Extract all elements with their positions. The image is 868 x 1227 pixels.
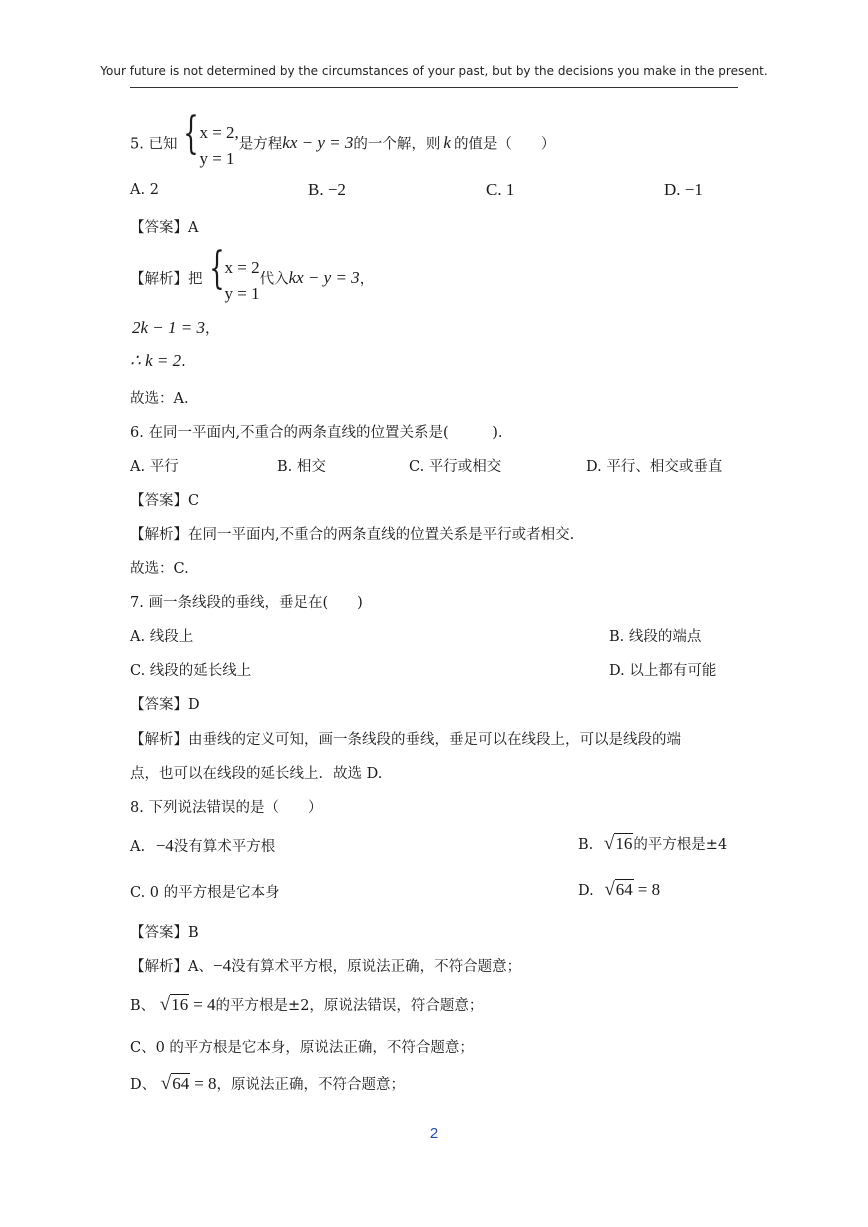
q7-option-d: D. 以上都有可能 — [609, 663, 717, 679]
q5-analysis-sys-line1: x = 2 — [224, 258, 260, 277]
q6-option-d: D. 平行、相交或垂直 — [586, 459, 723, 475]
q7-analysis-line1: 【解析】由垂线的定义可知，画一条线段的垂线，垂足可以在线段上，可以是线段的端 — [130, 732, 681, 748]
q5-analysis-system: { x = 2 y = 1 — [203, 249, 260, 307]
q8-option-d-sqrt — [604, 879, 633, 901]
q8-stem: 8. 下列说法错误的是（ ） — [130, 800, 323, 816]
q8-option-b-radicand: 16 — [615, 834, 633, 853]
q5-tail-b: 的值是（ ） — [453, 136, 556, 153]
header-motto: Your future is not determined by the circumstances of your past, but by the decisions you make in the present. — [100, 64, 768, 78]
q5-option-d: D. −1 — [664, 180, 703, 199]
q5-analysis-mid: 代入 — [259, 271, 289, 288]
q5-step1-end: ， — [205, 321, 220, 337]
q5-option-a: A. 2 — [130, 182, 159, 198]
q5-option-b: B. −2 — [308, 180, 346, 199]
q5-analysis-eq: kx − y = 3 — [288, 268, 360, 287]
q5-step1 — [132, 317, 220, 338]
q5-step2 — [130, 351, 186, 371]
q8-option-c: C. 0 的平方根是它本身 — [130, 885, 280, 901]
q8-analysis-b-sqrt — [160, 994, 189, 1016]
q5-sys-line1: x = 2, — [199, 123, 239, 142]
q6-option-c: C. 平行或相交 — [409, 459, 502, 475]
q6-option-a: A. 平行 — [130, 459, 179, 475]
q8-analysis-d — [130, 1073, 405, 1095]
q5-sys-line2: y = 1 — [199, 149, 235, 168]
q8-analysis-d-radicand: 64 — [172, 1074, 190, 1093]
q8-option-b — [578, 833, 727, 855]
q8-analysis-c: C、0 的平方根是它本身，原说法正确，不符合题意； — [130, 1040, 474, 1056]
q8-analysis-b-eq: = 4 — [193, 995, 216, 1014]
q8-analysis-d-sqrt — [161, 1073, 190, 1095]
q7-stem: 7. 画一条线段的垂线，垂足在( ) — [130, 595, 363, 611]
q8-analysis-d-text: ，原说法正确，不符合题意； — [216, 1077, 406, 1093]
radical-icon: √ — [604, 879, 615, 900]
q8-analysis-d-lead: D、 — [130, 1077, 157, 1093]
q8-option-b-lead: B. — [578, 837, 594, 853]
q5-analysis — [130, 243, 375, 307]
q5-equation: kx − y = 3 — [282, 133, 354, 152]
radical-icon: √ — [159, 994, 171, 1015]
q8-option-d-radicand: 64 — [615, 880, 633, 899]
q8-option-a-text: 没有算术平方根 — [173, 839, 276, 855]
q5-analysis-sys-line2: y = 1 — [224, 284, 260, 303]
q5-system: { x = 2, y = 1 — [177, 114, 238, 172]
q8-option-b-text: 的平方根是±4 — [633, 837, 728, 853]
q5-lead: 5. 已知 — [130, 136, 178, 153]
q5-step2-eq: ∴ k = 2 — [130, 351, 182, 370]
q6-choice: 故选：C. — [130, 561, 189, 577]
q8-option-a-lead: A. — [130, 839, 146, 855]
q5-stem — [130, 108, 556, 172]
q8-analysis-b-text: 的平方根是±2，原说法错误，符合题意； — [215, 998, 484, 1014]
q5-choice: 故选：A. — [130, 391, 189, 407]
q8-option-d-eq: = 8 — [637, 880, 661, 899]
q7-option-a: A. 线段上 — [130, 629, 194, 645]
q8-answer: 【答案】B — [130, 925, 199, 941]
radical-icon: √ — [160, 1073, 172, 1094]
q5-answer: 【答案】A — [130, 220, 199, 236]
header-rule — [130, 87, 738, 88]
q8-option-a-value: −4 — [155, 836, 174, 855]
q5-step1-eq: 2k − 1 = 3 — [132, 318, 205, 337]
q5-tail-a: 的一个解，则 — [353, 136, 441, 153]
q7-option-c: C. 线段的延长线上 — [130, 663, 252, 679]
q8-analysis-a-text: 没有算术平方根，原说法正确，不符合题意； — [231, 959, 522, 975]
q6-stem: 6. 在同一平面内,不重合的两条直线的位置关系是( ). — [130, 425, 503, 441]
q5-step2-end: . — [181, 354, 186, 370]
q7-answer: 【答案】D — [130, 697, 200, 713]
q5-option-c: C. 1 — [486, 180, 515, 199]
q8-option-d-lead: D. — [578, 883, 594, 899]
q8-option-d — [578, 879, 660, 901]
q6-option-b: B. 相交 — [277, 459, 326, 475]
q8-analysis-a — [130, 955, 521, 976]
q8-option-a — [130, 835, 275, 856]
q5-analysis-end: ， — [359, 271, 375, 288]
q6-analysis: 【解析】在同一平面内,不重合的两条直线的位置关系是平行或者相交. — [130, 527, 575, 543]
q7-analysis-line2: 点，也可以在线段的延长线上．故选 D. — [130, 766, 383, 782]
page-number: 2 — [429, 1125, 439, 1142]
q8-analysis-b — [130, 994, 483, 1016]
q5-analysis-lead: 【解析】把 — [130, 271, 203, 288]
radical-icon: √ — [603, 833, 615, 854]
q7-option-b: B. 线段的端点 — [609, 629, 702, 645]
q8-analysis-b-radicand: 16 — [171, 995, 189, 1014]
q8-analysis-a-lead: 【解析】A、 — [130, 959, 213, 975]
q5-var: k — [443, 133, 451, 152]
q8-analysis-a-value: −4 — [212, 956, 232, 975]
q6-answer: 【答案】C — [130, 493, 200, 509]
q5-mid: 是方程 — [238, 136, 283, 153]
q8-analysis-d-eq: = 8 — [194, 1074, 217, 1093]
q8-option-b-sqrt — [604, 833, 633, 855]
q8-analysis-b-lead: B、 — [130, 998, 156, 1014]
